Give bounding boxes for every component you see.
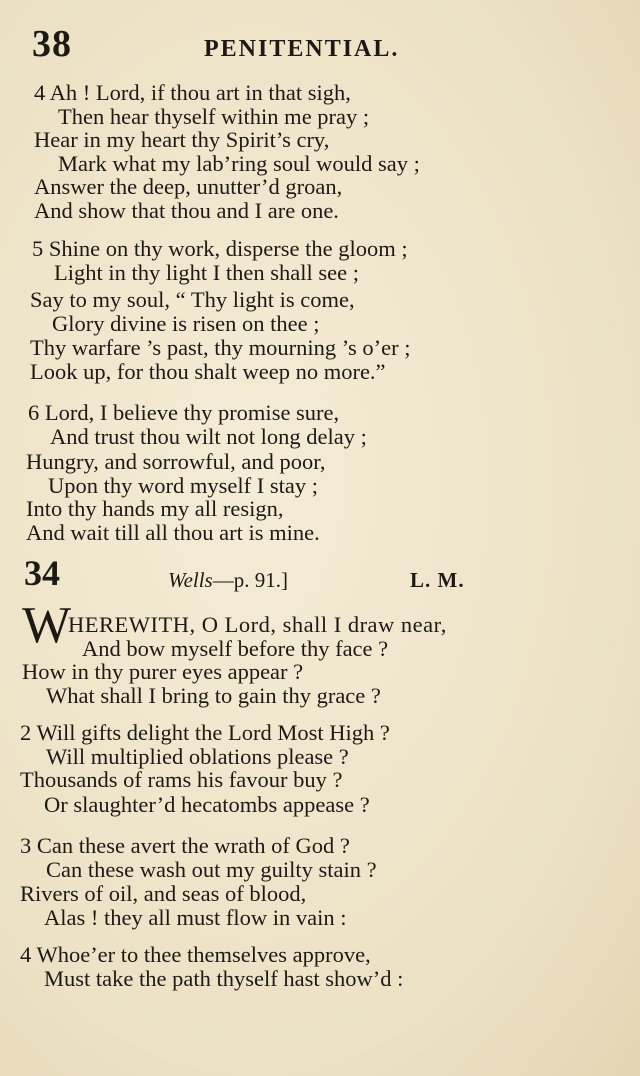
tune-reference	[168, 568, 288, 593]
verse-line: Upon thy word myself I stay ;	[48, 473, 318, 498]
verse-line: 4 Whoe’er to thee themselves approve,	[20, 942, 371, 967]
hymn-meter: L. M.	[410, 568, 465, 592]
verse-line: 4 Ah ! Lord, if thou art in that sigh,	[34, 80, 351, 105]
verse-line: Look up, for thou shalt weep no more.”	[30, 359, 386, 384]
verse-line: Can these wash out my guilty stain ?	[46, 857, 377, 882]
verse-line: 2 Will gifts delight the Lord Most High ?	[20, 720, 390, 745]
verse-line: What shall I bring to gain thy grace ?	[46, 683, 381, 708]
verse-line: 5 Shine on thy work, disperse the gloom ;	[32, 236, 408, 261]
verse-line: Rivers of oil, and seas of blood,	[20, 881, 307, 906]
verse-line: And wait till all thou art is mine.	[26, 520, 320, 545]
verse-line: 6 Lord, I believe thy promise sure,	[28, 400, 340, 425]
verse-line: Then hear thyself within me pray ;	[58, 104, 370, 129]
verse-line: Say to my soul, “ Thy light is come,	[30, 287, 355, 312]
verse-line: How in thy purer eyes appear ?	[22, 659, 304, 684]
verse-line: Hear in my heart thy Spirit’s cry,	[34, 127, 330, 152]
verse-line: Must take the path thyself hast show’d :	[44, 966, 404, 991]
page-number: 38	[32, 23, 72, 65]
verse-line: Or slaughter’d hecatombs appease ?	[44, 792, 370, 817]
page-header	[32, 22, 432, 72]
verse-line: Mark what my lab’ring soul would say ;	[58, 151, 420, 176]
verse-line: Thy warfare ’s past, thy mourning ’s o’er ;	[30, 335, 411, 360]
verse-line: And show that thou and I are one.	[34, 198, 339, 223]
running-head: PENITENTIAL.	[204, 36, 400, 62]
verse-line: Will multiplied oblations please ?	[46, 744, 349, 769]
verse-line: And trust thou wilt not long delay ;	[50, 424, 367, 449]
verse-line: Alas ! they all must flow in vain :	[44, 905, 347, 930]
verse-line-first: HEREWITH, O Lord, shall I draw near,	[68, 612, 447, 637]
tune-name: Wells	[168, 568, 213, 592]
drop-cap: W	[22, 597, 72, 654]
tune-page-ref: —p. 91.]	[212, 568, 288, 592]
verse-line: Into thy hands my all resign,	[26, 496, 284, 521]
verse-line: 3 Can these avert the wrath of God ?	[20, 833, 350, 858]
verse-line: Light in thy light I then shall see ;	[54, 260, 359, 285]
verse-line: Hungry, and sorrowful, and poor,	[26, 449, 326, 474]
verse-line: Glory divine is risen on thee ;	[52, 311, 320, 336]
verse-line: And bow myself before thy face ?	[82, 636, 389, 661]
hymn-number: 34	[24, 553, 60, 593]
verse-line: Thousands of rams his favour buy ?	[20, 767, 343, 792]
verse-line: Answer the deep, unutter’d groan,	[34, 174, 343, 199]
